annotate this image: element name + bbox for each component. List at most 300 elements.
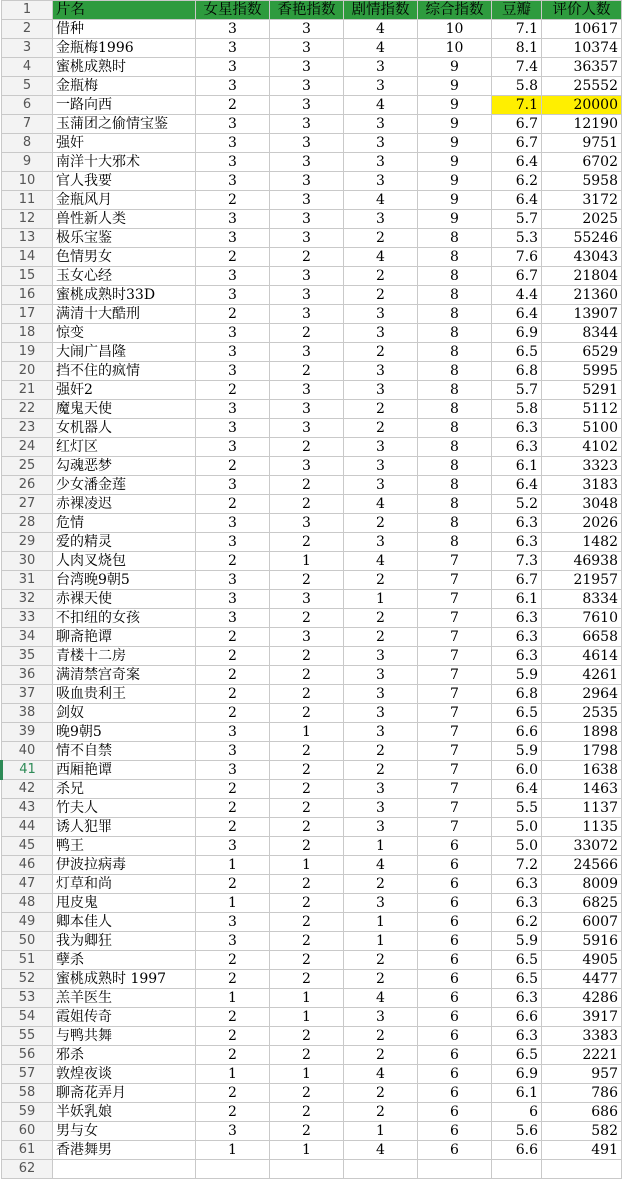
row-number[interactable]: 12 <box>2 210 53 229</box>
cell-overall-index[interactable]: 6 <box>418 1141 492 1160</box>
cell-sexy-index[interactable]: 1 <box>270 989 344 1008</box>
cell-actress-index[interactable]: 1 <box>196 989 270 1008</box>
cell-sexy-index[interactable]: 3 <box>270 20 344 39</box>
cell-douban[interactable]: 5.8 <box>492 400 542 419</box>
row-number[interactable]: 20 <box>2 362 53 381</box>
cell-overall-index[interactable]: 8 <box>418 305 492 324</box>
cell-plot-index[interactable]: 2 <box>344 229 418 248</box>
cell-plot-index[interactable]: 3 <box>344 818 418 837</box>
cell-overall-index[interactable]: 6 <box>418 913 492 932</box>
cell-actress-index[interactable]: 2 <box>196 780 270 799</box>
cell-rating-count[interactable]: 3183 <box>542 476 622 495</box>
cell-douban[interactable]: 6.5 <box>492 343 542 362</box>
cell-title[interactable]: 玉蒲团之偷情宝鉴 <box>53 115 196 134</box>
cell-sexy-index[interactable]: 2 <box>270 761 344 780</box>
cell-plot-index[interactable]: 4 <box>344 248 418 267</box>
cell-douban[interactable]: 6.4 <box>492 305 542 324</box>
cell-sexy-index[interactable]: 3 <box>270 39 344 58</box>
cell-sexy-index[interactable]: 3 <box>270 590 344 609</box>
cell-title[interactable]: 鸭王 <box>53 837 196 856</box>
cell-overall-index[interactable]: 6 <box>418 1065 492 1084</box>
cell-douban[interactable]: 6.6 <box>492 1008 542 1027</box>
cell-overall-index[interactable]: 6 <box>418 1122 492 1141</box>
cell-overall-index[interactable]: 8 <box>418 419 492 438</box>
cell-rating-count[interactable]: 1638 <box>542 761 622 780</box>
cell-plot-index[interactable]: 3 <box>344 172 418 191</box>
row-number[interactable]: 62 <box>2 1160 53 1179</box>
cell-actress-index[interactable]: 2 <box>196 875 270 894</box>
cell-sexy-index[interactable]: 2 <box>270 647 344 666</box>
cell-title[interactable]: 香港舞男 <box>53 1141 196 1160</box>
cell-actress-index[interactable]: 2 <box>196 552 270 571</box>
cell-plot-index[interactable]: 2 <box>344 1084 418 1103</box>
cell-title[interactable]: 人肉叉烧包 <box>53 552 196 571</box>
cell-sexy-index[interactable]: 3 <box>270 419 344 438</box>
cell-rating-count[interactable] <box>542 1160 622 1179</box>
cell-overall-index[interactable]: 8 <box>418 438 492 457</box>
cell-sexy-index[interactable]: 2 <box>270 932 344 951</box>
cell-douban[interactable]: 6.5 <box>492 970 542 989</box>
cell-overall-index[interactable]: 8 <box>418 286 492 305</box>
row-number[interactable]: 22 <box>2 400 53 419</box>
cell-sexy-index[interactable]: 3 <box>270 267 344 286</box>
cell-plot-index[interactable]: 4 <box>344 39 418 58</box>
column-header-overall-index[interactable]: 综合指数 <box>418 1 492 20</box>
cell-title[interactable]: 红灯区 <box>53 438 196 457</box>
cell-douban[interactable]: 6.3 <box>492 894 542 913</box>
cell-rating-count[interactable]: 8334 <box>542 590 622 609</box>
cell-actress-index[interactable]: 1 <box>196 856 270 875</box>
cell-douban[interactable]: 5.9 <box>492 932 542 951</box>
cell-rating-count[interactable]: 1137 <box>542 799 622 818</box>
row-number[interactable]: 15 <box>2 267 53 286</box>
cell-overall-index[interactable]: 7 <box>418 742 492 761</box>
cell-plot-index[interactable]: 3 <box>344 704 418 723</box>
cell-rating-count[interactable]: 25552 <box>542 77 622 96</box>
cell-sexy-index[interactable]: 3 <box>270 229 344 248</box>
cell-overall-index[interactable]: 6 <box>418 856 492 875</box>
cell-plot-index[interactable]: 4 <box>344 989 418 1008</box>
cell-douban[interactable]: 7.4 <box>492 58 542 77</box>
cell-plot-index[interactable]: 1 <box>344 590 418 609</box>
cell-overall-index[interactable]: 7 <box>418 666 492 685</box>
cell-rating-count[interactable]: 6702 <box>542 153 622 172</box>
row-number[interactable]: 1 <box>2 1 53 20</box>
cell-rating-count[interactable]: 10617 <box>542 20 622 39</box>
cell-actress-index[interactable]: 3 <box>196 932 270 951</box>
cell-plot-index[interactable]: 3 <box>344 799 418 818</box>
cell-sexy-index[interactable]: 2 <box>270 837 344 856</box>
cell-overall-index[interactable]: 6 <box>418 837 492 856</box>
cell-actress-index[interactable]: 3 <box>196 115 270 134</box>
cell-douban[interactable]: 6.8 <box>492 685 542 704</box>
cell-douban[interactable]: 5.7 <box>492 210 542 229</box>
cell-actress-index[interactable]: 2 <box>196 799 270 818</box>
cell-actress-index[interactable]: 3 <box>196 58 270 77</box>
cell-title[interactable]: 蜜桃成熟时 1997 <box>53 970 196 989</box>
cell-actress-index[interactable]: 2 <box>196 305 270 324</box>
cell-title[interactable]: 吸血贵利王 <box>53 685 196 704</box>
cell-overall-index[interactable]: 8 <box>418 324 492 343</box>
column-header-rating-count[interactable]: 评价人数 <box>542 1 622 20</box>
row-number[interactable]: 23 <box>2 419 53 438</box>
column-header-title[interactable]: 片名 <box>53 1 196 20</box>
cell-rating-count[interactable]: 36357 <box>542 58 622 77</box>
cell-sexy-index[interactable]: 3 <box>270 210 344 229</box>
cell-actress-index[interactable]: 3 <box>196 286 270 305</box>
cell-sexy-index[interactable]: 1 <box>270 1065 344 1084</box>
cell-title[interactable]: 玉女心经 <box>53 267 196 286</box>
cell-rating-count[interactable]: 3048 <box>542 495 622 514</box>
cell-sexy-index[interactable]: 2 <box>270 970 344 989</box>
cell-rating-count[interactable]: 21360 <box>542 286 622 305</box>
cell-overall-index[interactable]: 8 <box>418 229 492 248</box>
row-number[interactable]: 50 <box>2 932 53 951</box>
cell-plot-index[interactable]: 3 <box>344 457 418 476</box>
cell-douban[interactable]: 7.1 <box>492 96 542 115</box>
cell-title[interactable]: 卿本佳人 <box>53 913 196 932</box>
cell-rating-count[interactable]: 24566 <box>542 856 622 875</box>
column-header-sexy-index[interactable]: 香艳指数 <box>270 1 344 20</box>
cell-sexy-index[interactable]: 2 <box>270 742 344 761</box>
cell-title[interactable]: 女机器人 <box>53 419 196 438</box>
row-number[interactable]: 44 <box>2 818 53 837</box>
cell-douban[interactable]: 7.1 <box>492 20 542 39</box>
row-number[interactable]: 26 <box>2 476 53 495</box>
cell-douban[interactable]: 6.4 <box>492 476 542 495</box>
cell-plot-index[interactable]: 2 <box>344 343 418 362</box>
cell-rating-count[interactable]: 5916 <box>542 932 622 951</box>
cell-sexy-index[interactable]: 2 <box>270 666 344 685</box>
cell-title[interactable]: 敦煌夜谈 <box>53 1065 196 1084</box>
cell-sexy-index[interactable]: 3 <box>270 457 344 476</box>
cell-plot-index[interactable]: 4 <box>344 191 418 210</box>
cell-douban[interactable]: 5.0 <box>492 837 542 856</box>
cell-rating-count[interactable]: 10374 <box>542 39 622 58</box>
row-number[interactable]: 5 <box>2 77 53 96</box>
cell-douban[interactable]: 6.8 <box>492 362 542 381</box>
cell-overall-index[interactable]: 8 <box>418 514 492 533</box>
row-number[interactable]: 34 <box>2 628 53 647</box>
cell-overall-index[interactable]: 8 <box>418 267 492 286</box>
cell-overall-index[interactable]: 7 <box>418 609 492 628</box>
cell-rating-count[interactable]: 2025 <box>542 210 622 229</box>
cell-overall-index[interactable] <box>418 1160 492 1179</box>
cell-sexy-index[interactable] <box>270 1160 344 1179</box>
cell-actress-index[interactable]: 2 <box>196 248 270 267</box>
cell-douban[interactable]: 6.3 <box>492 533 542 552</box>
cell-plot-index[interactable]: 2 <box>344 1027 418 1046</box>
cell-overall-index[interactable]: 8 <box>418 495 492 514</box>
cell-sexy-index[interactable]: 2 <box>270 951 344 970</box>
cell-rating-count[interactable]: 7610 <box>542 609 622 628</box>
cell-actress-index[interactable]: 2 <box>196 951 270 970</box>
row-number[interactable]: 18 <box>2 324 53 343</box>
cell-douban[interactable]: 6.3 <box>492 609 542 628</box>
cell-actress-index[interactable]: 3 <box>196 761 270 780</box>
cell-overall-index[interactable]: 6 <box>418 989 492 1008</box>
cell-douban[interactable]: 6.3 <box>492 419 542 438</box>
cell-title[interactable]: 甩皮鬼 <box>53 894 196 913</box>
cell-title[interactable]: 金瓶梅1996 <box>53 39 196 58</box>
cell-plot-index[interactable]: 4 <box>344 552 418 571</box>
row-number[interactable]: 53 <box>2 989 53 1008</box>
cell-plot-index[interactable]: 4 <box>344 96 418 115</box>
row-number[interactable]: 54 <box>2 1008 53 1027</box>
row-number[interactable]: 57 <box>2 1065 53 1084</box>
cell-douban[interactable]: 6.1 <box>492 1084 542 1103</box>
column-header-douban[interactable]: 豆瓣 <box>492 1 542 20</box>
row-number[interactable]: 19 <box>2 343 53 362</box>
row-number[interactable]: 17 <box>2 305 53 324</box>
cell-rating-count[interactable]: 6658 <box>542 628 622 647</box>
cell-sexy-index[interactable]: 2 <box>270 324 344 343</box>
cell-title[interactable]: 一路向西 <box>53 96 196 115</box>
cell-rating-count[interactable]: 5100 <box>542 419 622 438</box>
cell-title[interactable]: 台湾晚9朝5 <box>53 571 196 590</box>
cell-plot-index[interactable]: 2 <box>344 970 418 989</box>
cell-overall-index[interactable]: 8 <box>418 400 492 419</box>
row-number[interactable]: 3 <box>2 39 53 58</box>
cell-plot-index[interactable]: 3 <box>344 647 418 666</box>
cell-actress-index[interactable]: 2 <box>196 495 270 514</box>
cell-title[interactable]: 勾魂恶梦 <box>53 457 196 476</box>
cell-rating-count[interactable]: 43043 <box>542 248 622 267</box>
cell-plot-index[interactable]: 3 <box>344 476 418 495</box>
cell-rating-count[interactable]: 2026 <box>542 514 622 533</box>
cell-plot-index[interactable]: 4 <box>344 495 418 514</box>
cell-plot-index[interactable]: 3 <box>344 58 418 77</box>
cell-rating-count[interactable]: 4286 <box>542 989 622 1008</box>
cell-actress-index[interactable]: 2 <box>196 704 270 723</box>
row-number[interactable]: 32 <box>2 590 53 609</box>
cell-title[interactable]: 诱人犯罪 <box>53 818 196 837</box>
cell-rating-count[interactable]: 8009 <box>542 875 622 894</box>
cell-douban[interactable]: 6.3 <box>492 438 542 457</box>
cell-rating-count[interactable]: 491 <box>542 1141 622 1160</box>
cell-rating-count[interactable]: 1798 <box>542 742 622 761</box>
cell-actress-index[interactable]: 3 <box>196 20 270 39</box>
row-number[interactable]: 25 <box>2 457 53 476</box>
cell-overall-index[interactable]: 7 <box>418 685 492 704</box>
cell-title[interactable]: 聊斋艳谭 <box>53 628 196 647</box>
cell-title[interactable]: 与鸭共舞 <box>53 1027 196 1046</box>
cell-sexy-index[interactable]: 2 <box>270 875 344 894</box>
cell-overall-index[interactable]: 7 <box>418 723 492 742</box>
cell-rating-count[interactable]: 4477 <box>542 970 622 989</box>
cell-plot-index[interactable]: 4 <box>344 1141 418 1160</box>
cell-plot-index[interactable]: 3 <box>344 134 418 153</box>
cell-actress-index[interactable]: 3 <box>196 210 270 229</box>
cell-actress-index[interactable]: 2 <box>196 1027 270 1046</box>
cell-plot-index[interactable]: 2 <box>344 267 418 286</box>
cell-actress-index[interactable]: 2 <box>196 685 270 704</box>
cell-sexy-index[interactable]: 3 <box>270 305 344 324</box>
cell-title[interactable]: 伊波拉病毒 <box>53 856 196 875</box>
cell-sexy-index[interactable]: 3 <box>270 514 344 533</box>
cell-douban[interactable]: 6.3 <box>492 514 542 533</box>
cell-plot-index[interactable]: 2 <box>344 1046 418 1065</box>
cell-sexy-index[interactable]: 2 <box>270 495 344 514</box>
cell-actress-index[interactable]: 2 <box>196 1084 270 1103</box>
cell-title[interactable]: 魔鬼天使 <box>53 400 196 419</box>
row-number[interactable]: 61 <box>2 1141 53 1160</box>
cell-title[interactable]: 借种 <box>53 20 196 39</box>
cell-plot-index[interactable]: 3 <box>344 115 418 134</box>
cell-plot-index[interactable]: 2 <box>344 742 418 761</box>
cell-plot-index[interactable]: 1 <box>344 837 418 856</box>
cell-rating-count[interactable]: 21957 <box>542 571 622 590</box>
cell-overall-index[interactable]: 7 <box>418 571 492 590</box>
cell-actress-index[interactable]: 3 <box>196 229 270 248</box>
cell-title[interactable]: 赤裸凌迟 <box>53 495 196 514</box>
cell-plot-index[interactable]: 3 <box>344 666 418 685</box>
cell-title[interactable]: 蜜桃成熟时33D <box>53 286 196 305</box>
cell-title[interactable]: 剑奴 <box>53 704 196 723</box>
cell-title[interactable]: 杀兄 <box>53 780 196 799</box>
cell-douban[interactable]: 6.1 <box>492 457 542 476</box>
cell-overall-index[interactable]: 7 <box>418 780 492 799</box>
cell-sexy-index[interactable]: 1 <box>270 856 344 875</box>
cell-sexy-index[interactable]: 3 <box>270 343 344 362</box>
cell-sexy-index[interactable]: 3 <box>270 191 344 210</box>
row-number[interactable]: 52 <box>2 970 53 989</box>
cell-rating-count[interactable]: 4102 <box>542 438 622 457</box>
cell-douban[interactable]: 7.2 <box>492 856 542 875</box>
cell-plot-index[interactable]: 3 <box>344 77 418 96</box>
cell-rating-count[interactable]: 3323 <box>542 457 622 476</box>
cell-sexy-index[interactable]: 2 <box>270 476 344 495</box>
cell-douban[interactable]: 6.4 <box>492 780 542 799</box>
cell-actress-index[interactable]: 2 <box>196 628 270 647</box>
row-number[interactable]: 60 <box>2 1122 53 1141</box>
cell-actress-index[interactable]: 3 <box>196 324 270 343</box>
cell-rating-count[interactable]: 3917 <box>542 1008 622 1027</box>
row-number[interactable]: 4 <box>2 58 53 77</box>
cell-title[interactable]: 爱的精灵 <box>53 533 196 552</box>
cell-title[interactable]: 金瓶风月 <box>53 191 196 210</box>
cell-rating-count[interactable]: 8344 <box>542 324 622 343</box>
row-number[interactable]: 10 <box>2 172 53 191</box>
row-number[interactable]: 8 <box>2 134 53 153</box>
cell-overall-index[interactable]: 8 <box>418 476 492 495</box>
row-number[interactable]: 13 <box>2 229 53 248</box>
row-number[interactable]: 39 <box>2 723 53 742</box>
cell-rating-count[interactable]: 3172 <box>542 191 622 210</box>
cell-sexy-index[interactable]: 2 <box>270 818 344 837</box>
cell-title[interactable]: 南洋十大邪术 <box>53 153 196 172</box>
cell-actress-index[interactable]: 1 <box>196 1141 270 1160</box>
cell-rating-count[interactable]: 5995 <box>542 362 622 381</box>
cell-overall-index[interactable]: 7 <box>418 552 492 571</box>
cell-plot-index[interactable]: 3 <box>344 305 418 324</box>
cell-actress-index[interactable]: 2 <box>196 457 270 476</box>
cell-actress-index[interactable]: 3 <box>196 153 270 172</box>
cell-title[interactable]: 灯草和尚 <box>53 875 196 894</box>
cell-plot-index[interactable]: 3 <box>344 381 418 400</box>
cell-sexy-index[interactable]: 3 <box>270 153 344 172</box>
cell-actress-index[interactable]: 2 <box>196 381 270 400</box>
cell-plot-index[interactable]: 3 <box>344 685 418 704</box>
cell-title[interactable]: 羔羊医生 <box>53 989 196 1008</box>
cell-title[interactable]: 霞姐传奇 <box>53 1008 196 1027</box>
cell-plot-index[interactable]: 4 <box>344 856 418 875</box>
cell-rating-count[interactable]: 5112 <box>542 400 622 419</box>
cell-douban[interactable]: 5.9 <box>492 742 542 761</box>
cell-sexy-index[interactable]: 3 <box>270 628 344 647</box>
cell-overall-index[interactable]: 9 <box>418 191 492 210</box>
cell-overall-index[interactable]: 7 <box>418 818 492 837</box>
row-number[interactable]: 16 <box>2 286 53 305</box>
cell-douban[interactable]: 6.2 <box>492 172 542 191</box>
row-number[interactable]: 38 <box>2 704 53 723</box>
cell-douban[interactable]: 6 <box>492 1103 542 1122</box>
row-number[interactable]: 59 <box>2 1103 53 1122</box>
row-number[interactable]: 11 <box>2 191 53 210</box>
row-number[interactable]: 35 <box>2 647 53 666</box>
cell-title[interactable]: 满清十大酷刑 <box>53 305 196 324</box>
cell-sexy-index[interactable]: 2 <box>270 438 344 457</box>
cell-title[interactable]: 半妖乳娘 <box>53 1103 196 1122</box>
cell-douban[interactable]: 5.7 <box>492 381 542 400</box>
cell-overall-index[interactable]: 9 <box>418 153 492 172</box>
cell-sexy-index[interactable]: 2 <box>270 533 344 552</box>
cell-overall-index[interactable]: 6 <box>418 932 492 951</box>
cell-title[interactable]: 聊斋花弄月 <box>53 1084 196 1103</box>
cell-plot-index[interactable]: 1 <box>344 1122 418 1141</box>
cell-plot-index[interactable]: 3 <box>344 1008 418 1027</box>
cell-plot-index[interactable]: 2 <box>344 609 418 628</box>
cell-douban[interactable]: 6.5 <box>492 951 542 970</box>
cell-plot-index[interactable]: 2 <box>344 875 418 894</box>
cell-douban[interactable]: 8.1 <box>492 39 542 58</box>
row-number[interactable]: 48 <box>2 894 53 913</box>
cell-rating-count[interactable]: 4905 <box>542 951 622 970</box>
row-number[interactable]: 45 <box>2 837 53 856</box>
cell-sexy-index[interactable]: 2 <box>270 1103 344 1122</box>
cell-title[interactable]: 西厢艳谭 <box>53 761 196 780</box>
cell-title[interactable]: 挡不住的疯情 <box>53 362 196 381</box>
cell-rating-count[interactable]: 13907 <box>542 305 622 324</box>
cell-overall-index[interactable]: 6 <box>418 1103 492 1122</box>
row-number[interactable]: 31 <box>2 571 53 590</box>
cell-overall-index[interactable]: 7 <box>418 647 492 666</box>
cell-douban[interactable]: 6.9 <box>492 1065 542 1084</box>
cell-sexy-index[interactable]: 3 <box>270 77 344 96</box>
cell-sexy-index[interactable]: 2 <box>270 362 344 381</box>
cell-rating-count[interactable]: 1482 <box>542 533 622 552</box>
cell-sexy-index[interactable]: 2 <box>270 799 344 818</box>
cell-actress-index[interactable]: 3 <box>196 590 270 609</box>
cell-douban[interactable]: 5.9 <box>492 666 542 685</box>
cell-title[interactable]: 危情 <box>53 514 196 533</box>
cell-overall-index[interactable]: 6 <box>418 1084 492 1103</box>
cell-douban[interactable]: 7.3 <box>492 552 542 571</box>
cell-douban[interactable]: 5.6 <box>492 1122 542 1141</box>
row-number[interactable]: 51 <box>2 951 53 970</box>
row-number[interactable]: 49 <box>2 913 53 932</box>
cell-title[interactable]: 兽性新人类 <box>53 210 196 229</box>
cell-actress-index[interactable]: 3 <box>196 533 270 552</box>
cell-plot-index[interactable]: 2 <box>344 571 418 590</box>
cell-overall-index[interactable]: 6 <box>418 894 492 913</box>
cell-actress-index[interactable]: 2 <box>196 970 270 989</box>
cell-actress-index[interactable]: 3 <box>196 723 270 742</box>
cell-overall-index[interactable]: 9 <box>418 58 492 77</box>
cell-actress-index[interactable]: 3 <box>196 172 270 191</box>
row-number[interactable]: 27 <box>2 495 53 514</box>
cell-title[interactable]: 竹夫人 <box>53 799 196 818</box>
